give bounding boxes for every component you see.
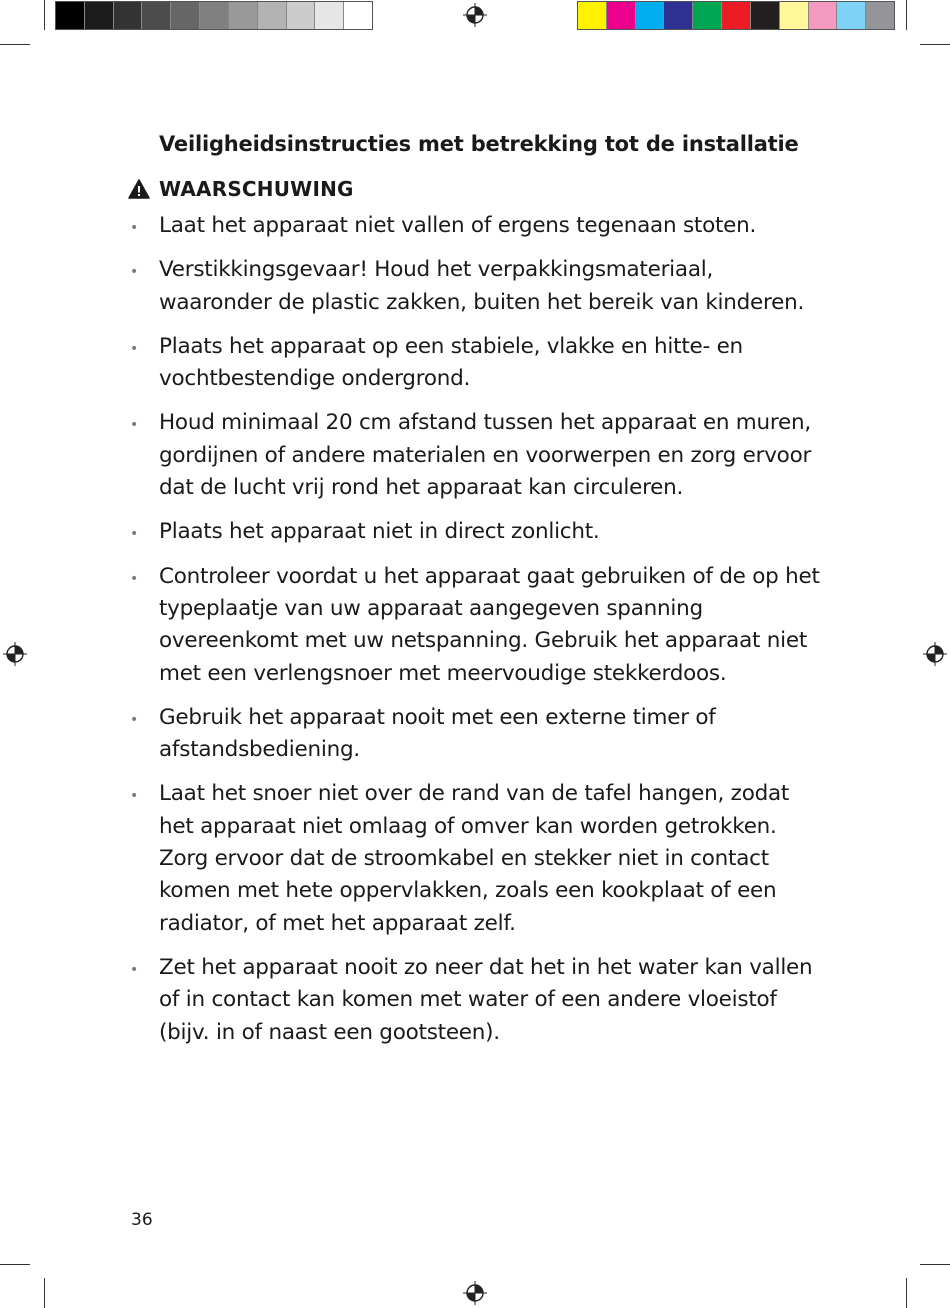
list-item	[128, 331, 828, 396]
color-swatch	[722, 2, 751, 29]
list-item-text: Laat het apparaat niet vallen of ergens tegenaan stoten.	[159, 213, 757, 238]
crop-mark-top-left-v	[44, 0, 45, 30]
bullet-icon: •	[130, 570, 139, 587]
color-swatch	[114, 2, 143, 29]
color-swatch	[636, 2, 665, 29]
bullet-icon: •	[130, 220, 139, 236]
list-item-text: Plaats het apparaat niet in direct zonlicht.	[159, 519, 600, 545]
color-swatch	[85, 2, 114, 29]
list-item-text: Controleer voordat u het apparaat gaat gebruiken of de op het typeplaatje van uw apparaat aangegeven spanning overeenkomt met uw netspanning. Gebruik het apparaat niet met een verlengsnoer met meervoudige stekkerdoos.	[159, 563, 820, 686]
bullet-icon: •	[130, 788, 139, 805]
list-item	[128, 254, 828, 319]
list-item-text: Plaats het apparaat op een stabiele, vlakke en hitte- en vochtbestendige ondergrond.	[159, 333, 743, 392]
section-title: Veiligheidsinstructies met betrekking tot de installatie	[159, 132, 799, 156]
color-swatch	[258, 2, 287, 29]
crop-mark-bottom-right-v	[906, 1278, 907, 1308]
registration-mark-top	[463, 3, 487, 27]
crop-mark-bottom-right-h	[920, 1264, 950, 1265]
warning-triangle-icon	[128, 179, 150, 199]
bullet-icon: •	[130, 526, 139, 543]
registration-mark-bottom	[463, 1281, 487, 1305]
color-swatch	[578, 2, 607, 29]
list-item-text: Houd minimaal 20 cm afstand tussen het apparaat en muren, gordijnen of andere materialen en voorwerpen en zorg ervoor dat de lucht vrij rond het apparaat kan circuleren.	[159, 410, 812, 501]
color-swatch	[607, 2, 636, 29]
color-swatch	[693, 2, 722, 29]
bullet-icon: •	[130, 340, 139, 357]
list-item	[128, 952, 828, 1049]
color-swatch	[809, 2, 838, 29]
color-swatch	[56, 2, 85, 29]
crop-mark-top-right-h	[920, 44, 950, 45]
color-swatch	[837, 2, 866, 29]
section-header	[159, 128, 839, 160]
color-swatch	[344, 2, 372, 29]
bullet-icon: •	[130, 711, 139, 728]
warning-label: WAARSCHUWING	[159, 177, 354, 201]
bullet-icon: •	[130, 961, 139, 978]
color-swatch	[200, 2, 229, 29]
crop-mark-bottom-left-h	[0, 1264, 30, 1265]
list-item	[128, 702, 828, 767]
color-swatch	[751, 2, 780, 29]
list-item-text: Laat het snoer niet over de rand van de tafel hangen, zodat het apparaat niet omlaag of omver kan worden getrokken. Zorg ervoor dat de stroomkabel en stekker niet in contact komen met hete oppervlakken, zoals een kookplaat of een radiator, of met het apparaat zelf.	[159, 781, 790, 936]
list-item	[128, 561, 828, 690]
page-number: 36	[131, 1210, 153, 1230]
list-item	[128, 778, 828, 939]
list-item	[128, 210, 828, 242]
list-item	[128, 516, 828, 548]
safety-instruction-list	[128, 210, 828, 1061]
bullet-icon: •	[130, 264, 139, 281]
cmyk-color-bar	[577, 1, 895, 30]
color-swatch	[229, 2, 258, 29]
list-item	[128, 407, 828, 504]
grayscale-color-bar	[55, 1, 373, 30]
crop-mark-top-left-h	[0, 44, 30, 45]
color-swatch	[171, 2, 200, 29]
color-swatch	[287, 2, 316, 29]
color-swatch	[315, 2, 344, 29]
list-item-text: Gebruik het apparaat nooit met een externe timer of afstandsbediening.	[159, 704, 716, 763]
color-swatch	[664, 2, 693, 29]
registration-mark-left	[3, 642, 27, 666]
list-item-text: Zet het apparaat nooit zo neer dat het in het water kan vallen of in contact kan komen met water of een andere vloeistof (bijv. in of naast een gootsteen).	[159, 954, 813, 1045]
registration-mark-right	[923, 642, 947, 666]
bullet-icon: •	[130, 417, 139, 434]
color-swatch	[780, 2, 809, 29]
warning-heading	[128, 174, 354, 204]
color-swatch	[142, 2, 171, 29]
list-item-text: Verstikkingsgevaar! Houd het verpakkingsmateriaal, waaronder de plastic zakken, buiten het bereik van kinderen.	[159, 257, 805, 315]
crop-mark-top-right-v	[906, 0, 907, 30]
color-swatch	[866, 2, 894, 29]
crop-mark-bottom-left-v	[44, 1278, 45, 1308]
